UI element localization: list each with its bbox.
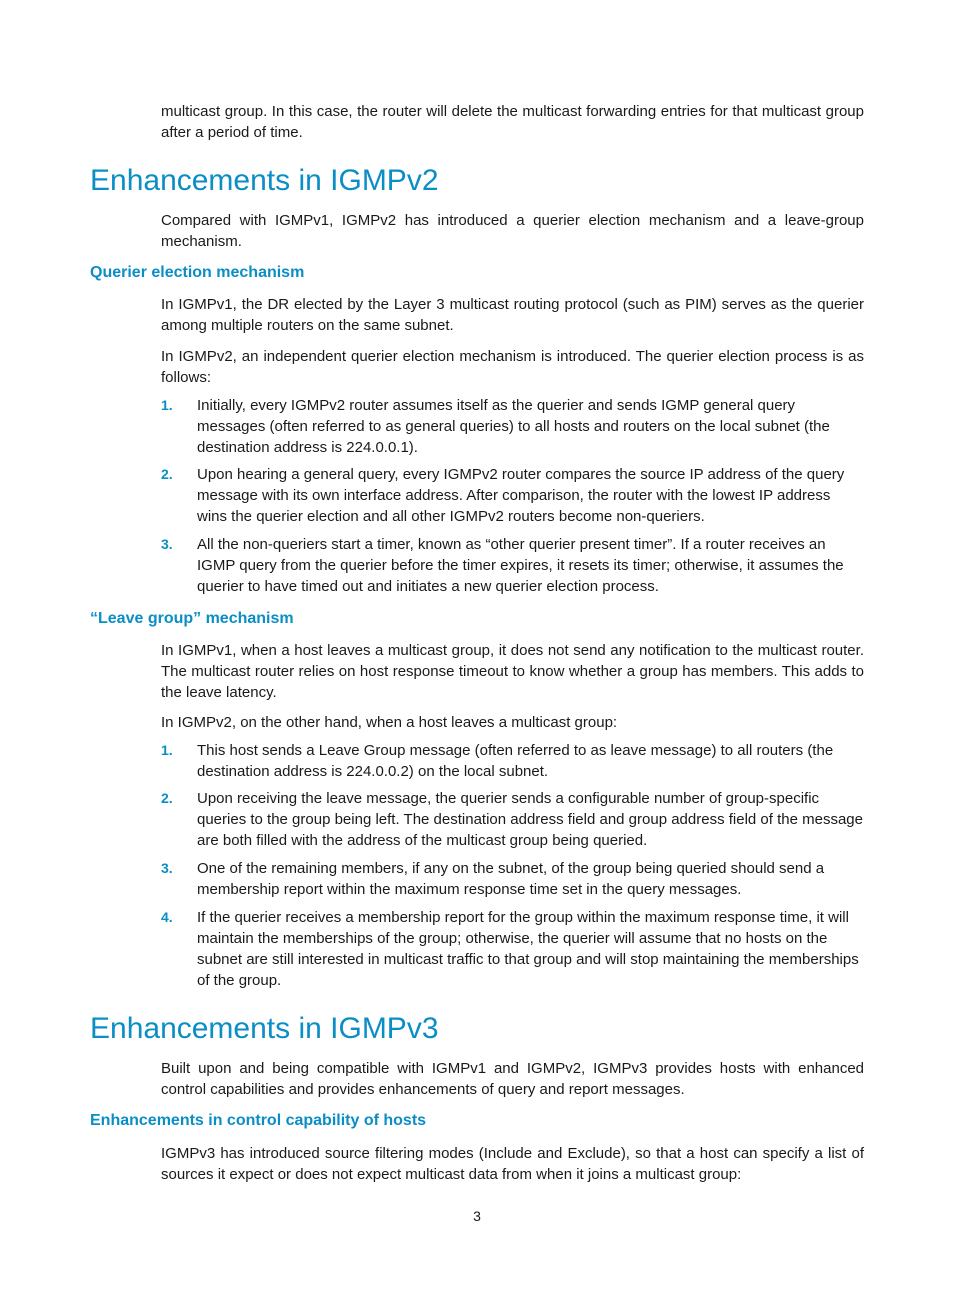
step-number: 1. [161,742,173,758]
step-number: 1. [161,397,173,413]
igmpv2-intro: Compared with IGMPv1, IGMPv2 has introduced a querier election mechanism and a leave-group mechanism. [161,212,864,250]
querier-paragraph-1: In IGMPv1, the DR elected by the Layer 3 multicast routing protocol (such as PIM) serves as the querier among multiple routers on the same subnet. [161,296,864,334]
step-number: 4. [161,909,173,925]
leave-step [161,907,864,991]
querier-step [161,534,864,597]
heading-querier-election: Querier election mechanism [90,264,305,281]
control-paragraph-1: IGMPv3 has introduced source filtering modes (Include and Exclude), so that a host can specify a list of sources it expect or does not expect multicast data from when it joins a multicast group: [161,1145,864,1183]
querier-paragraph-2: In IGMPv2, an independent querier election mechanism is introduced. The querier election process is as follows: [161,348,864,386]
step-text: Initially, every IGMPv2 router assumes itself as the querier and sends IGMP general query messages (often referred to as general queries) to all hosts and routers on the local subnet (the destination address is 224.0.0.1). [197,397,830,456]
leave-step [161,788,864,851]
heading-leave-group: “Leave group” mechanism [90,610,294,627]
heading-igmpv3: Enhancements in IGMPv3 [90,1012,439,1045]
leave-step [161,740,864,782]
querier-step [161,464,864,527]
querier-step [161,395,864,458]
step-number: 3. [161,860,173,876]
leave-paragraph-2: In IGMPv2, on the other hand, when a host leaves a multicast group: [161,714,618,731]
step-text: One of the remaining members, if any on the subnet, of the group being queried should send a membership report within the maximum response time set in the query messages. [197,860,825,898]
step-text: This host sends a Leave Group message (often referred to as leave message) to all routers (the destination address is 224.0.0.2) on the local subnet. [197,742,834,780]
page-number: 3 [473,1208,481,1224]
igmpv3-intro: Built upon and being compatible with IGMPv1 and IGMPv2, IGMPv3 provides hosts with enhanced control capabilities and provides enhancements of query and report messages. [161,1060,864,1098]
leave-paragraph-1: In IGMPv1, when a host leaves a multicast group, it does not send any notification to the multicast router. The multicast router relies on host response timeout to know whether a group has members. This adds to the leave latency. [161,642,864,701]
heading-control-capability: Enhancements in control capability of hosts [90,1112,427,1129]
step-number: 2. [161,790,173,806]
step-text: Upon receiving the leave message, the querier sends a configurable number of group-specific queries to the group being left. The destination address field and group address field of the message are both filled with the address of the multicast group being queried. [197,790,863,849]
step-text: Upon hearing a general query, every IGMPv2 router compares the source IP address of the query message with its own interface address. After comparison, the router with the lowest IP address wins the querier election and all other IGMPv2 routers become non-queriers. [197,466,845,525]
step-number: 3. [161,536,173,552]
intro-paragraph: multicast group. In this case, the router will delete the multicast forwarding entries for that multicast group after a period of time. [161,103,864,141]
step-text: All the non-queriers start a timer, known as “other querier present timer”. If a router receives an IGMP query from the querier before the timer expires, it resets its timer; otherwise, it assumes the querier to have timed out and initiates a new querier election process. [197,536,844,595]
step-text: If the querier receives a membership report for the group within the maximum response time, it will maintain the memberships of the group; otherwise, the querier will assume that no hosts on the subnet are still interested in multicast traffic to that group and will stop maintaining the memberships of the group. [197,909,859,989]
heading-igmpv2: Enhancements in IGMPv2 [90,164,439,197]
leave-step [161,858,864,900]
step-number: 2. [161,466,173,482]
